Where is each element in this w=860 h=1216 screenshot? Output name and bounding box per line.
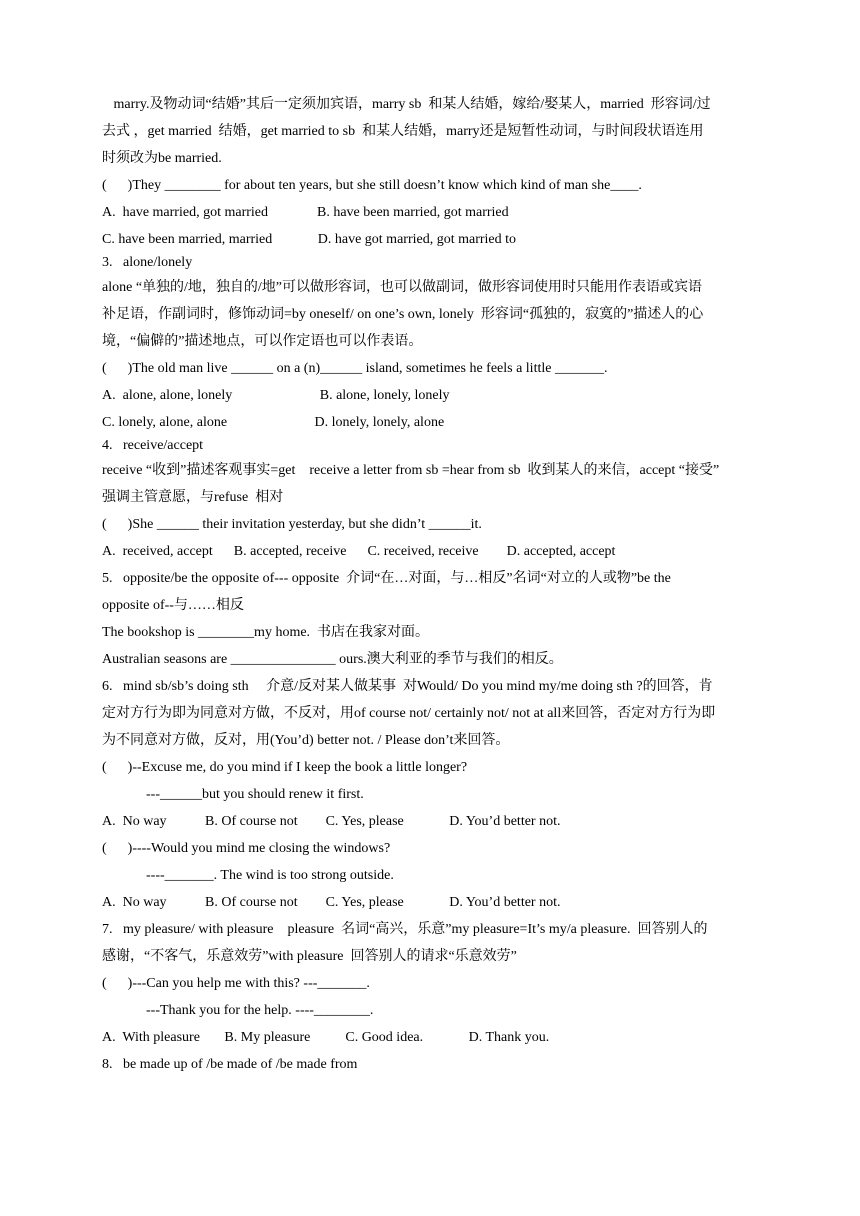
mind-explanation-line-2: 定对方行为即为同意对方做，不反对，用of course not/ certainly not/ not at all来回答，否定对方行为即	[102, 706, 716, 721]
question-mind-1-reply: ---______but you should renew it first.	[146, 787, 364, 802]
options-marry-ab: A. have married, got married B. have been married, got married	[102, 205, 509, 220]
alone-explanation-line-1: alone “单独的/地，独自的/地”可以做形容词，也可以做副词，做形容词使用时只能用作表语或宾语	[102, 280, 703, 295]
alone-explanation-line-2: 补足语，作副词时，修饰动词=by oneself/ on one’s own, lonely 形容词“孤独的，寂寞的”描述人的心	[102, 307, 704, 322]
question-pleasure: ( )---Can you help me with this? ---_______.	[102, 976, 370, 991]
pleasure-explanation-line-2: 感谢，“不客气，乐意效劳”with pleasure 回答别人的请求“乐意效劳”	[102, 949, 517, 964]
marry-explanation-line-1: marry.及物动词“结婚”其后一定须加宾语，marry sb 和某人结婚，嫁给/娶某人，married 形容词/过	[110, 97, 711, 112]
section-heading-4: 4. receive/accept	[102, 438, 204, 453]
section-heading-6: 6. mind sb/sb’s doing sth 介意/反对某人做某事 对Would/ Do you mind my/me doing sth ?的回答，肯	[102, 679, 713, 694]
options-mind-1: A. No way B. Of course not C. Yes, please D. You’d better not.	[102, 814, 561, 829]
section-heading-7: 7. my pleasure/ with pleasure pleasure 名词“高兴，乐意”my pleasure=It’s my/a pleasure. 回答别人的	[102, 922, 708, 937]
question-mind-2: ( )----Would you mind me closing the windows?	[102, 841, 391, 856]
section-heading-8: 8. be made up of /be made of /be made from	[102, 1057, 358, 1072]
receive-explanation-line-1: receive “收到”描述客观事实=get receive a letter from sb =hear from sb 收到某人的来信，accept “接受”	[102, 463, 720, 478]
question-mind-1: ( )--Excuse me, do you mind if I keep the book a little longer?	[102, 760, 468, 775]
marry-explanation-line-3: 时须改为be married.	[102, 151, 222, 166]
options-alone-ab: A. alone, alone, lonely B. alone, lonely, lonely	[102, 388, 450, 403]
mind-explanation-line-3: 为不同意对方做，反对，用(You’d) better not. / Please don’t来回答。	[102, 733, 510, 748]
opposite-explanation-line-2: opposite of--与……相反	[102, 598, 244, 613]
section-heading-3: 3. alone/lonely	[102, 255, 193, 270]
alone-explanation-line-3: 境，“偏僻的”描述地点，可以作定语也可以作表语。	[102, 334, 423, 349]
section-heading-5: 5. opposite/be the opposite of--- opposite 介词“在…对面，与…相反”名词“对立的人或物”be the	[102, 571, 671, 586]
question-marry: ( )They ________ for about ten years, but she still doesn’t know which kind of man she____.	[102, 178, 642, 193]
marry-explanation-line-2: 去式 ，get married 结婚，get married to sb 和某人结婚，marry还是短暂性动词，与时间段状语连用	[102, 124, 704, 139]
question-alone: ( )The old man live ______ on a (n)______ island, sometimes he feels a little _______.	[102, 361, 608, 376]
options-mind-2: A. No way B. Of course not C. Yes, please D. You’d better not.	[102, 895, 561, 910]
options-receive: A. received, accept B. accepted, receive C. received, receive D. accepted, accept	[102, 544, 616, 559]
options-marry-cd: C. have been married, married D. have got married, got married to	[102, 232, 517, 247]
question-receive: ( )She ______ their invitation yesterday, but she didn’t ______it.	[102, 517, 482, 532]
question-pleasure-reply: ---Thank you for the help. ----________.	[146, 1003, 374, 1018]
options-alone-cd: C. lonely, alone, alone D. lonely, lonely, alone	[102, 415, 445, 430]
options-pleasure: A. With pleasure B. My pleasure C. Good idea. D. Thank you.	[102, 1030, 550, 1045]
receive-explanation-line-2: 强调主管意愿，与refuse 相对	[102, 490, 284, 505]
example-australian-seasons: Australian seasons are _______________ ours.澳大利亚的季节与我们的相反。	[102, 652, 563, 667]
example-bookshop: The bookshop is ________my home. 书店在我家对面。	[102, 625, 430, 640]
question-mind-2-reply: ----_______. The wind is too strong outside.	[146, 868, 394, 883]
